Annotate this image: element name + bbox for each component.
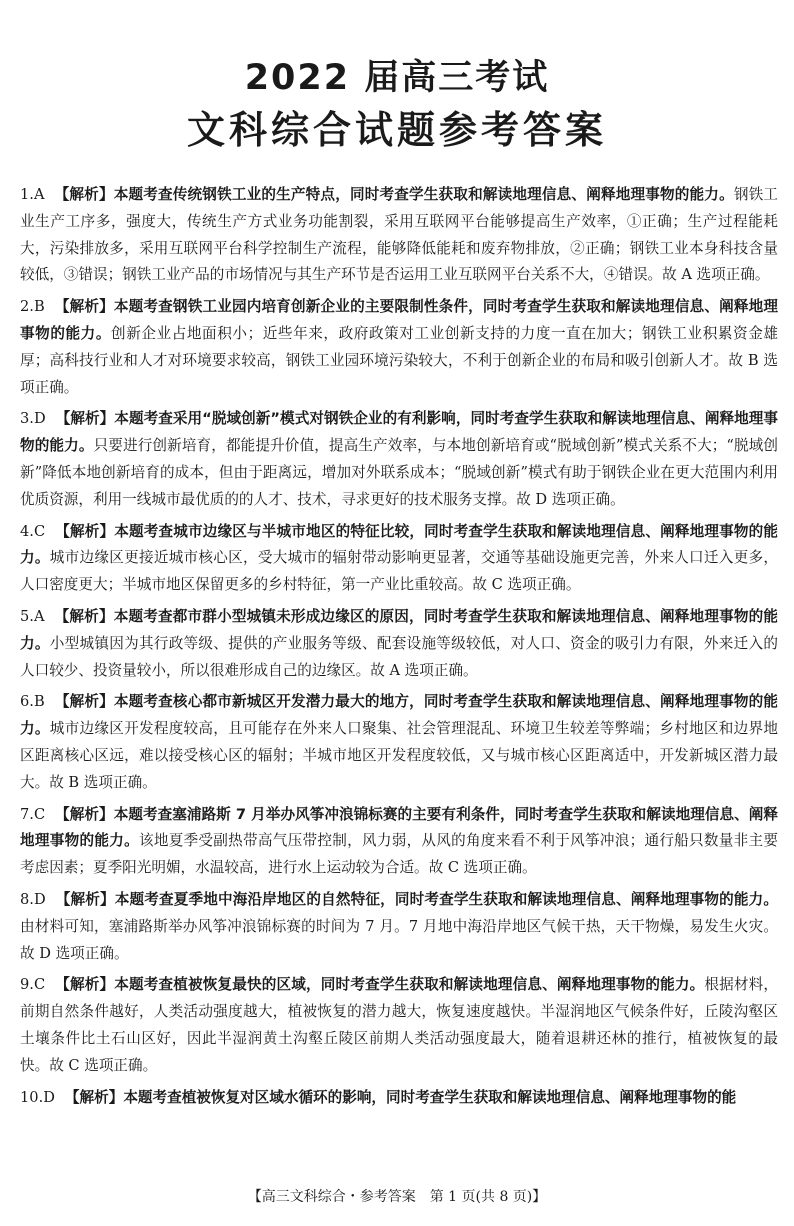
analysis-body: 城市边缘区开发程度较高，且可能存在外来人口聚集、社会管理混乱、环境卫生较差等弊端；乡村地区和边界地区距离核心区远，难以接受核心区的辐射；半城市地区开发程度较低，又与城市核心区距离适中，开发新城区潜力最大。故 B 选项正确。	[20, 720, 778, 791]
analysis-body: 根据材料，前期自然条件越好，人类活动强度越大，植被恢复的潜力越大，恢复速度越快。半湿润地区气候条件好，丘陵沟壑区土壤条件比土石山区好，因此半湿润黄土沟壑丘陵区前期人类活动强度最大，随着退耕还林的推行，植被恢复的最快。故 C 选项正确。	[20, 976, 778, 1074]
analysis-tag: 【解析】	[55, 522, 115, 540]
answer-item	[20, 294, 778, 401]
analysis-lead: 本题考查城市边缘区与半城市地区的特征比较，同时考查学生获取和解读地理信息、阐释地理事物的能力。	[20, 522, 778, 567]
analysis-lead: 本题考查塞浦路斯 7 月举办风筝冲浪锦标赛的主要有利条件，同时考查学生获取和解读地理信息、阐释地理事物的能力。	[20, 805, 778, 850]
answer-item	[20, 887, 778, 967]
analysis-tag: 【解析】	[55, 976, 115, 994]
question-number: 5.	[20, 607, 34, 625]
analysis-lead: 本题考查采用“脱域创新”模式对钢铁企业的有利影响，同时考查学生获取和解读地理信息、阐释地理事物的能力。	[20, 410, 778, 455]
answer-letter: C	[33, 976, 46, 994]
answer-item	[20, 406, 778, 513]
answer-letter: B	[33, 693, 45, 711]
analysis-tag: 【解析】	[55, 410, 115, 428]
answer-item	[20, 689, 778, 796]
analysis-lead: 本题考查植被恢复最快的区域，同时考查学生获取和解读地理信息、阐释地理事物的能力。	[114, 976, 705, 994]
analysis-body: 只要进行创新培育，都能提升价值，提高生产效率，与本地创新培育或“脱域创新”模式关系不大；“脱域创新”降低本地创新培育的成本，但由于距离远，增加对外联系成本；“脱域创新”模式有助于钢铁企业在更大范围内利用优质资源，利用一线城市最优质的的人才、技术，寻求更好的技术服务支撑。故 D 选项正确。	[20, 437, 778, 508]
question-number: 2.	[20, 298, 34, 316]
analysis-lead: 本题考查核心都市新城区开发潜力最大的地方，同时考查学生获取和解读地理信息、阐释地理事物的能力。	[20, 693, 778, 738]
answer-item	[20, 604, 778, 684]
analysis-tag: 【解析】	[55, 805, 114, 823]
page-footer: 【高三文科综合・参考答案 第 1 页(共 8 页)】	[247, 1189, 547, 1205]
document-title: 文科综合试题参考答案	[186, 108, 607, 152]
question-number: 7.	[20, 805, 34, 823]
answer-item	[20, 802, 778, 882]
analysis-tag: 【解析】	[54, 186, 114, 203]
analysis-body: 由材料可知，塞浦路斯举办风筝冲浪锦标赛的时间为 7 月。7 月地中海沿岸地区气候干热，天干物燥，易发生火灾。故 D 选项正确。	[20, 917, 778, 962]
question-number: 1.	[20, 186, 34, 203]
analysis-lead: 本题考查传统钢铁工业的生产特点，同时考查学生获取和解读地理信息、阐释地理事物的能力。	[113, 186, 734, 203]
analysis-body: 钢铁工业生产工序多，强度大，传统生产方式业务功能割裂，采用互联网平台能够提高生产效率，①正确；生产过程能耗大，污染排放多，采用互联网平台科学控制生产流程，能够降低能耗和废弃物排放，②正确；钢铁工业本身科技含量较低，③错误；钢铁工业产品的市场情况与其生产环节是否运用工业互联网平台关系不大，④错误。故 A 选项正确。	[20, 186, 778, 284]
answer-letter: C	[33, 805, 46, 823]
question-number: 6.	[20, 693, 34, 711]
analysis-tag: 【解析】	[54, 607, 114, 625]
analysis-body: 城市边缘区更接近城市核心区，受大城市的辐射带动影响更显著，交通等基础设施更完善，外来人口迁入更多，人口密度更大；半城市地区保留更多的乡村特征，第一产业比重较高。故 C 选项正确。	[20, 549, 778, 594]
answer-list	[20, 182, 778, 1116]
analysis-tag: 【解析】	[64, 1088, 124, 1106]
answer-letter: D	[33, 890, 46, 908]
analysis-lead: 本题考查植被恢复对区域水循环的影响，同时考查学生获取和解读地理信息、阐释地理事物的能	[123, 1088, 737, 1106]
analysis-tag: 【解析】	[55, 890, 115, 908]
question-number: 8.	[20, 890, 34, 908]
analysis-body: 创新企业占地面积小；近些年来，政府政策对工业创新支持的力度一直在加大；钢铁工业积累资金雄厚；高科技行业和人才对环境要求较高，钢铁工业园环境污染较大，不利于创新企业的布局和吸引创新人才。故 B 选项正确。	[20, 324, 778, 396]
analysis-body: 该地夏季受副热带高气压带控制，风力弱，从风的角度来看不利于风筝冲浪；通行船只数量非主要考虑因素；夏季阳光明媚，水温较高，进行水上运动较为合适。故 C 选项正确。	[20, 832, 778, 877]
question-number: 10.	[20, 1088, 44, 1106]
analysis-tag: 【解析】	[54, 693, 114, 711]
answer-letter: A	[33, 607, 45, 625]
exam-title: 2022 届高三考试	[244, 58, 550, 98]
answer-letter: C	[33, 522, 46, 540]
answer-letter: A	[33, 186, 45, 203]
question-number: 3.	[20, 410, 34, 428]
analysis-tag: 【解析】	[54, 298, 114, 316]
analysis-lead: 本题考查都市群小型城镇未形成边缘区的原因，同时考查学生获取和解读地理信息、阐释地理事物的能力。	[20, 607, 778, 652]
analysis-lead: 本题考查钢铁工业园内培育创新企业的主要限制性条件，同时考查学生获取和解读地理信息、阐释地理事物的能力。	[20, 298, 778, 342]
analysis-body: 小型城镇因为其行政等级、提供的产业服务等级、配套设施等级较低，对人口、资金的吸引力有限，外来迁入的人口较少、投资量较小，所以很难形成自己的边缘区。故 A 选项正确。	[20, 634, 778, 679]
answer-letter: B	[33, 298, 45, 316]
answer-item	[20, 1085, 778, 1112]
question-number: 4.	[20, 522, 34, 540]
analysis-lead: 本题考查夏季地中海沿岸地区的自然特征，同时考查学生获取和解读地理信息、阐释地理事物的能力。	[114, 890, 778, 908]
answer-letter: D	[33, 410, 46, 428]
answer-item	[20, 519, 778, 599]
answer-item	[20, 182, 778, 289]
answer-item	[20, 972, 778, 1079]
question-number: 9.	[20, 976, 34, 994]
answer-letter: D	[43, 1088, 55, 1106]
